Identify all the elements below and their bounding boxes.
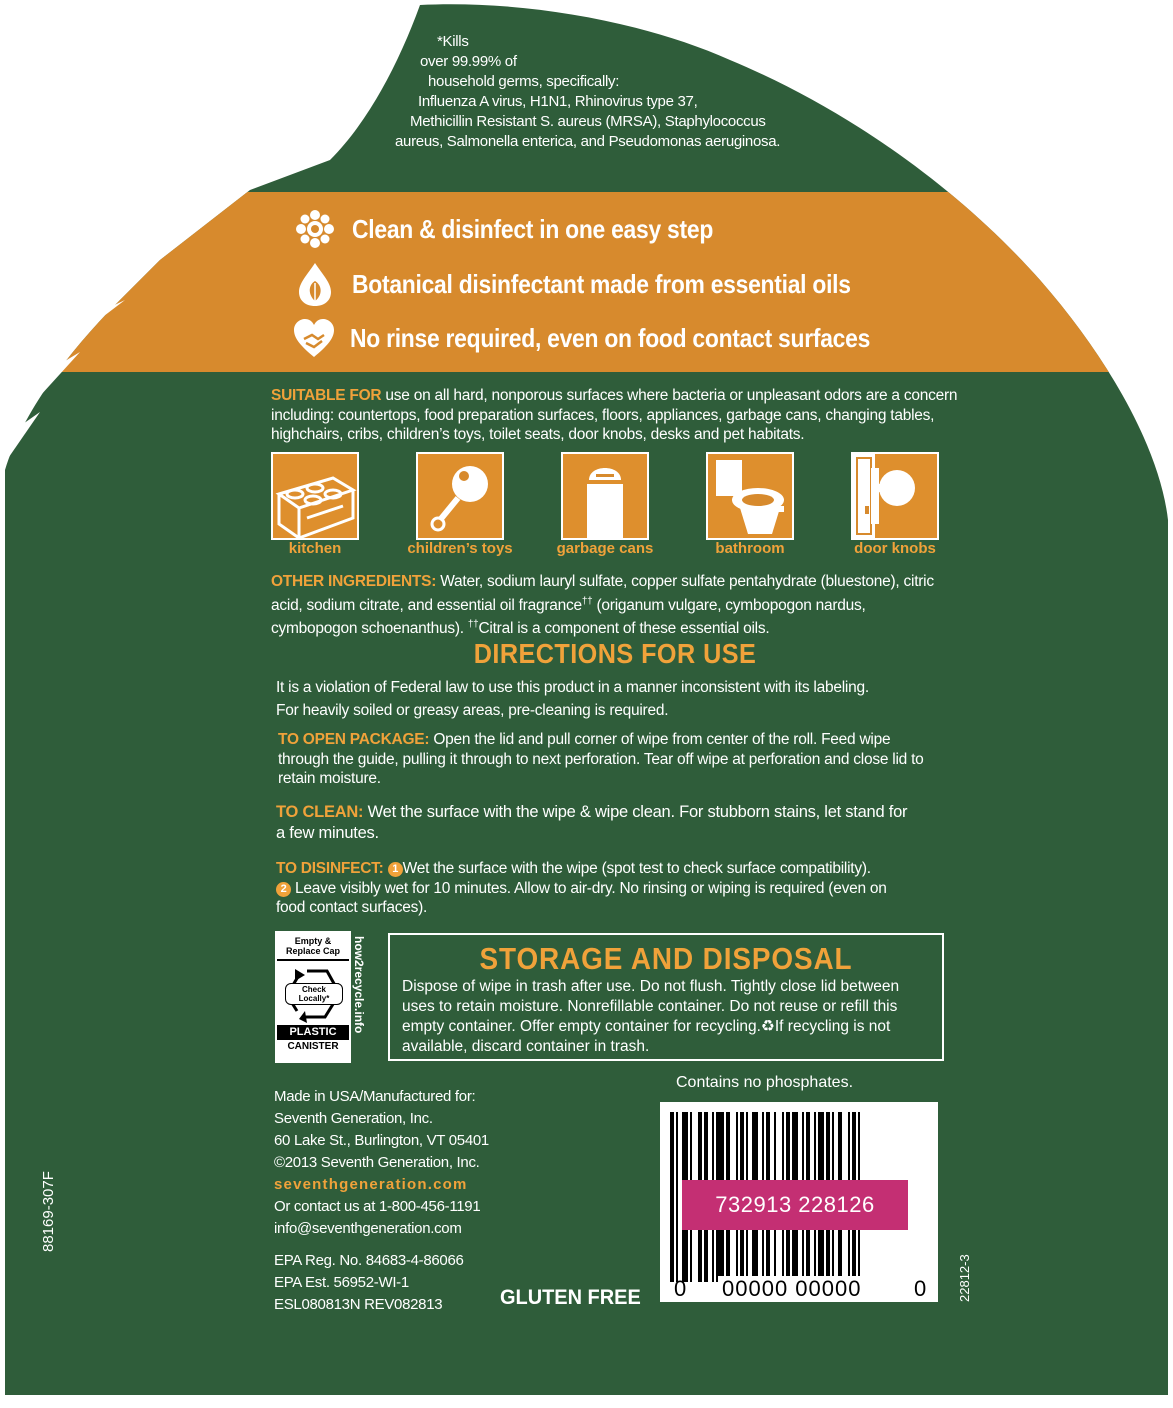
stove-icon: [271, 452, 359, 540]
heart-hands-icon: [292, 315, 336, 361]
use-icon-kitchen: [271, 452, 359, 557]
barcode-left-digit: 0: [674, 1276, 687, 1301]
barcode-bar: [676, 1112, 678, 1282]
storage-heading: STORAGE AND DISPOSAL: [479, 941, 853, 976]
suitable-for-text: use on all hard, nonporous surfaces where bacteria or unpleasant odors are a concern: [381, 387, 958, 404]
epa-codes: ESL080813N REV082813: [274, 1296, 443, 1313]
toilet-icon: [706, 452, 794, 540]
open-package-label: TO OPEN PACKAGE:: [278, 731, 430, 748]
ingredients-text: cymbopogon schoenanthus).: [271, 620, 468, 638]
website-link[interactable]: seventhgeneration.com: [274, 1176, 468, 1193]
kills-line: over 99.99% of: [420, 53, 517, 70]
use-icon-garbage: [556, 452, 654, 557]
use-icons-row: [271, 452, 951, 562]
feature-botanical: [292, 261, 932, 307]
footnote-mark: ††: [581, 595, 593, 607]
footnote-mark: ††: [467, 619, 479, 631]
epa-reg: EPA Reg. No. 84683-4-86066: [274, 1252, 464, 1269]
upc-number: 732913 228126: [682, 1180, 908, 1230]
directions-text: a few minutes.: [276, 824, 379, 842]
recycle-url: how2recycle.info: [352, 936, 366, 1034]
feature-text: Botanical disinfectant made from essential oils: [352, 268, 851, 299]
directions-text: Wet the surface with the wipe (spot test to check surface compatibility).: [402, 860, 871, 877]
directions-text: It is a violation of Federal law to use this product in a manner inconsistent with its labeling.: [276, 679, 869, 696]
storage-line: available, discard container in trash.: [402, 1038, 650, 1055]
suitable-for-section: [271, 386, 961, 445]
mfr-line: 60 Lake St., Burlington, VT 05401: [274, 1132, 489, 1149]
storage-text: [402, 977, 942, 1057]
ingredients-text: Water, sodium lauryl sulfate, copper sulfate pentahydrate (bluestone), citric: [436, 573, 934, 590]
side-code-left: 88169-307F: [40, 1171, 57, 1252]
use-icon-label: door knobs: [854, 540, 936, 557]
ingredients-text: (origanum vulgare, cymbopogon nardus,: [592, 596, 866, 614]
ingredients-text: acid, sodium citrate, and essential oil fragrance: [271, 596, 582, 614]
recycle-top-text: Empty & Replace Cap: [277, 933, 349, 961]
mfr-line: ©2013 Seventh Generation, Inc.: [274, 1154, 480, 1171]
mfr-email: info@seventhgeneration.com: [274, 1220, 462, 1237]
use-icon-door: [851, 452, 939, 557]
storage-line: uses to retain moisture. Nonrefillable container. Do not reuse or refill this: [402, 998, 898, 1015]
use-icon-label: garbage cans: [556, 540, 654, 557]
other-ingredients-label: OTHER INGREDIENTS:: [271, 573, 437, 590]
feature-clean-disinfect: [292, 206, 932, 252]
use-icon-toys: [407, 452, 513, 557]
mfr-line: Made in USA/Manufactured for:: [274, 1088, 476, 1105]
recycle-arrows-icon: [277, 961, 349, 1025]
kills-line: Influenza A virus, H1N1, Rhinovirus type 37,: [418, 93, 698, 110]
feature-no-rinse: [292, 315, 932, 361]
use-icon-label: kitchen: [288, 540, 342, 557]
trash-can-icon: [561, 452, 649, 540]
mfr-line: Or contact us at 1-800-456-1191: [274, 1198, 481, 1215]
barcode-right-digit: 0: [914, 1276, 927, 1301]
directions-text: through the guide, pulling it through to next perforation. Tear off wipe at perforation and close lid to: [278, 750, 924, 768]
suitable-for-text: highchairs, cribs, children’s toys, toilet seats, door knobs, desks and pet habitats.: [271, 426, 805, 443]
kills-line: household germs, specifically:: [428, 73, 620, 90]
gluten-free-badge: GLUTEN FREE: [500, 1286, 641, 1309]
how2recycle-badge: [275, 931, 351, 1063]
mfr-line: Seventh Generation, Inc.: [274, 1110, 433, 1127]
epa-est: EPA Est. 56952-WI-1: [274, 1274, 409, 1291]
use-icon-bathroom: [706, 452, 794, 557]
directions-open-package: [278, 730, 968, 789]
recycle-material: PLASTIC: [277, 1025, 349, 1039]
to-clean-label: TO CLEAN:: [276, 803, 364, 821]
kills-claim: [380, 32, 810, 152]
directions-disinfect: [276, 859, 966, 918]
recycle-symbol-icon: ♻: [760, 1018, 775, 1035]
storage-line: If recycling is not: [774, 1018, 891, 1035]
kills-line: Methicillin Resistant S. aureus (MRSA), Staphylococcus: [410, 113, 766, 130]
manufacturer-info: [274, 1086, 534, 1240]
gear-flower-icon: [292, 206, 338, 252]
directions-text: Open the lid and pull corner of wipe from center of the roll. Feed wipe: [429, 731, 891, 748]
epa-info: [274, 1250, 464, 1316]
to-disinfect-label: TO DISINFECT:: [276, 860, 384, 877]
use-icon-label: children’s toys: [407, 540, 513, 557]
directions-text: For heavily soiled or greasy areas, pre-cleaning is required.: [276, 701, 669, 719]
kills-line: aureus, Salmonella enterica, and Pseudomonas aeruginosa.: [395, 133, 781, 150]
recycle-check-locally: Check Locally*: [285, 983, 343, 1005]
ingredients-text: Citral is a component of these essential oils.: [478, 620, 770, 638]
barcode-bar: [670, 1112, 674, 1282]
suitable-for-text: including: countertops, food preparation surfaces, floors, appliances, garbage cans, changing tables,: [271, 406, 935, 424]
feature-text: No rinse required, even on food contact surfaces: [350, 322, 871, 353]
directions-intro: [276, 678, 966, 720]
storage-disposal-box: [388, 933, 944, 1061]
side-code-right: 22812-3: [957, 1254, 972, 1302]
step-1-badge: 1: [388, 862, 403, 877]
directions-text: food contact surfaces).: [276, 899, 428, 916]
feature-text: Clean & disinfect in one easy step: [352, 213, 714, 244]
step-2-badge: 2: [276, 882, 291, 897]
directions-text: Wet the surface with the wipe & wipe clean. For stubborn stains, let stand for: [363, 803, 908, 821]
rattle-icon: [416, 452, 504, 540]
storage-line: empty container. Offer empty container for recycling.: [402, 1018, 761, 1035]
directions-heading: DIRECTIONS FOR USE: [473, 638, 757, 669]
leaf-drop-icon: [292, 261, 338, 307]
use-icon-label: bathroom: [715, 540, 785, 557]
barcode-digits: [660, 1276, 938, 1304]
suitable-for-label: SUITABLE FOR: [271, 387, 382, 404]
directions-clean: [276, 802, 966, 844]
kills-line: *Kills: [437, 33, 469, 50]
directions-text: Leave visibly wet for 10 minutes. Allow to air-dry. No rinsing or wiping is required (even on: [291, 879, 887, 897]
barcode-middle-digits: 00000 00000: [718, 1276, 865, 1302]
other-ingredients-section: [271, 572, 961, 639]
no-phosphates-text: Contains no phosphates.: [676, 1074, 854, 1091]
door-knob-icon: [851, 452, 939, 540]
storage-line: Dispose of wipe in trash after use. Do not flush. Tightly close lid between: [402, 978, 900, 995]
recycle-type: CANISTER: [277, 1039, 349, 1054]
directions-text: retain moisture.: [278, 770, 381, 787]
